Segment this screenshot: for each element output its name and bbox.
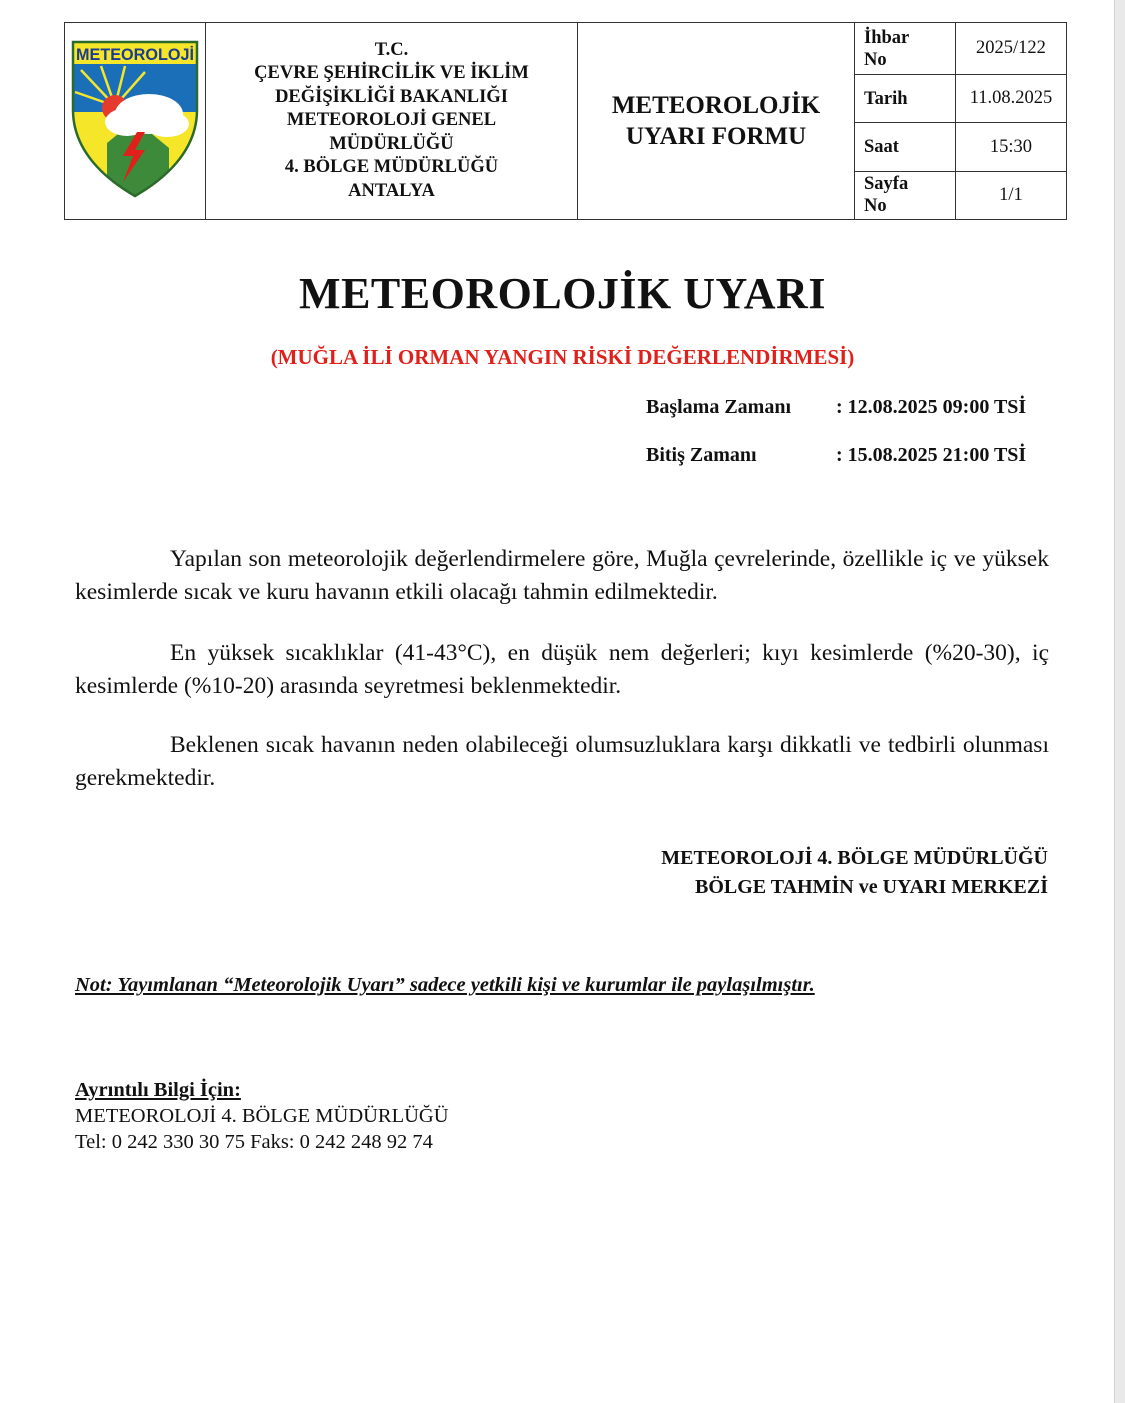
page-edge xyxy=(1114,0,1125,1403)
logo-cell xyxy=(65,23,206,220)
tarih-value: 11.08.2025 xyxy=(956,75,1067,123)
contact-heading: Ayrıntılı Bilgi İçin: xyxy=(75,1079,241,1101)
institution-line: METEOROLOJİ GENEL xyxy=(286,110,497,131)
ihbar-no-label: İhbar No xyxy=(855,23,956,75)
body-paragraph: En yüksek sıcaklıklar (41-43°C), en düşük nem değerleri; kıyı kesimlerde (%20-30), iç kesimlerde (%10-20) arasında seyretmesi beklenmektedir. xyxy=(75,640,1049,699)
ihbar-no-value: 2025/122 xyxy=(956,23,1067,75)
logo-text: METEOROLOJİ xyxy=(76,44,194,64)
tarih-label: Tarih xyxy=(855,75,956,123)
document-subtitle: (MUĞLA İLİ ORMAN YANGIN RİSKİ DEĞERLENDİRMESİ) xyxy=(270,345,855,369)
header-table xyxy=(64,22,1067,220)
contact-phone: Tel: 0 242 330 30 75 Faks: 0 242 248 92 74 xyxy=(75,1131,433,1153)
saat-label: Saat xyxy=(855,123,956,171)
signature-block xyxy=(661,844,1048,902)
saat-value: 15:30 xyxy=(956,123,1067,171)
signature-line: METEOROLOJİ 4. BÖLGE MÜDÜRLÜĞÜ xyxy=(661,847,1048,869)
meteoroloji-logo xyxy=(71,40,199,198)
institution-line: DEĞİŞİKLİĞİ BAKANLIĞI xyxy=(275,86,508,107)
start-time-value: : 12.08.2025 09:00 TSİ xyxy=(836,396,1027,418)
institution-cell xyxy=(206,23,578,220)
end-time-label: Bitiş Zamanı xyxy=(646,444,757,466)
form-title-line: UYARI FORMU xyxy=(625,123,807,150)
contact-org: METEOROLOJİ 4. BÖLGE MÜDÜRLÜĞÜ xyxy=(75,1105,449,1127)
institution-line: 4. BÖLGE MÜDÜRLÜĞÜ xyxy=(284,157,499,178)
signature-line: BÖLGE TAHMİN ve UYARI MERKEZİ xyxy=(694,876,1048,898)
distribution-note: Not: Yayımlanan “Meteorolojik Uyarı” sadece yetkili kişi ve kurumlar ile paylaşılmıştır. xyxy=(75,974,815,996)
document-title: METEOROLOJİK UYARI xyxy=(299,269,826,318)
body-paragraph: Yapılan son meteorolojik değerlendirmelere göre, Muğla çevrelerinde, özellikle iç ve yüksek kesimlerde sıcak ve kuru havanın etkili olacağı tahmin edilmektedir. xyxy=(75,546,1049,605)
body-paragraph: Beklenen sıcak havanın neden olabileceği olumsuzluklara karşı dikkatli ve tedbirli olunması gerekmektedir. xyxy=(75,732,1049,791)
institution-line: ÇEVRE ŞEHİRCİLİK VE İKLİM xyxy=(254,63,529,84)
end-time-value: : 15.08.2025 21:00 TSİ xyxy=(836,444,1027,466)
institution-line: MÜDÜRLÜĞÜ xyxy=(329,133,454,154)
institution-line: T.C. xyxy=(374,39,409,60)
start-time-label: Başlama Zamanı xyxy=(646,396,792,418)
sayfa-no-label: Sayfa No xyxy=(855,171,956,219)
form-title-line: METEOROLOJİK xyxy=(611,92,821,119)
form-title-cell xyxy=(578,23,855,220)
institution-line: ANTALYA xyxy=(348,180,435,201)
sayfa-no-value: 1/1 xyxy=(956,171,1067,219)
contact-block xyxy=(75,1077,449,1155)
